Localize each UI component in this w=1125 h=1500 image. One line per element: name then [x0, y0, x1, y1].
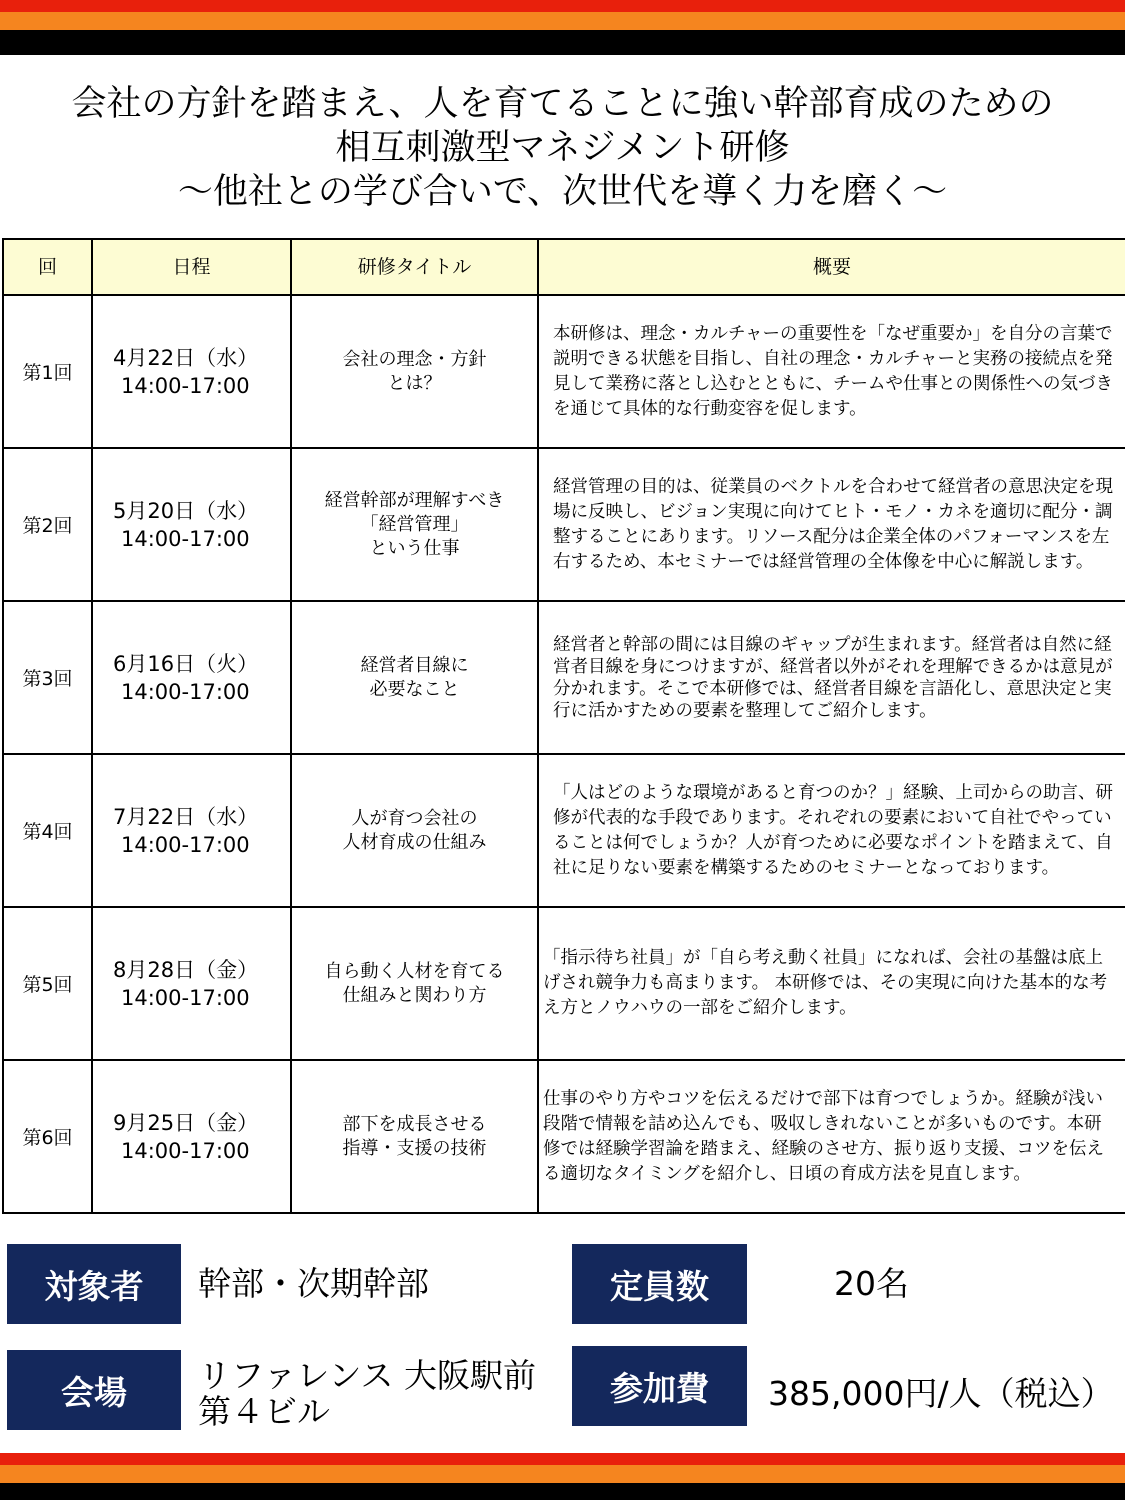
session-title	[291, 754, 538, 907]
bottom-stripe-orange	[0, 1465, 1125, 1483]
table-row	[3, 754, 1125, 907]
session-title-line: とは？	[387, 372, 442, 394]
title-line-2: 相互刺激型マネジメント研修	[335, 128, 790, 168]
bottom-stripe-black	[0, 1483, 1125, 1500]
fee-label: 参加費	[572, 1346, 747, 1426]
table-row	[3, 448, 1125, 601]
session-number: 第5回	[3, 907, 92, 1060]
session-number: 第4回	[3, 754, 92, 907]
session-title-line: 人が育つ会社の	[351, 807, 478, 829]
session-date: 4月22日（水）	[113, 345, 259, 370]
title-line-1: 会社の方針を踏まえ、人を育てることに強い幹部育成のための	[71, 84, 1054, 124]
session-summary: 本研修は、理念・カルチャーの重要性を「なぜ重要か」を自分の言葉で説明できる状態を目指し、自社の理念・カルチャーと実務の接続点を発見して業務に落とし込むとともに、チームや仕事との関係性への気づきを通じて具体的な行動変容を促します。	[538, 295, 1125, 448]
header-title: 研修タイトル	[291, 239, 538, 295]
session-time: 14:00-17:00	[121, 832, 250, 857]
session-date: 5月20日（水）	[113, 498, 259, 523]
session-title	[291, 601, 538, 754]
session-title-line: 人材育成の仕組み	[342, 831, 487, 853]
session-title-line: 経営幹部が理解すべき	[324, 489, 505, 511]
session-summary: 「人はどのような環境があると育つのか？」経験、上司からの助言、研修が代表的な手段であります。それぞれの要素において自社でやっていることは何でしょうか？人が育つために必要なポイントを踏まえて、自社に足りない要素を構築するためのセミナーとなっております。	[538, 754, 1125, 907]
schedule-table	[2, 238, 1125, 1214]
session-date: 9月25日（金）	[113, 1110, 259, 1135]
session-title	[291, 295, 538, 448]
page-title	[0, 82, 1125, 214]
table-row	[3, 1060, 1125, 1213]
session-time: 14:00-17:00	[121, 373, 250, 398]
session-time: 14:00-17:00	[121, 679, 250, 704]
table-header-row	[3, 239, 1125, 295]
table-row	[3, 907, 1125, 1060]
session-summary: 仕事のやり方やコツを伝えるだけで部下は育つでしょうか。経験が浅い段階で情報を詰め込んでも、吸収しきれないことが多いものです。本研修では経験学習論を踏まえ、経験のさせ方、振り返り支援、コツを伝える適切なタイミングを紹介し、日頃の育成方法を見直します。	[538, 1060, 1125, 1213]
session-title-line: 自ら動く人材を育てる	[324, 960, 505, 982]
session-schedule	[92, 295, 291, 448]
session-title-line: 経営者目線に	[360, 654, 469, 676]
session-title-line: という仕事	[369, 537, 460, 559]
session-title	[291, 907, 538, 1060]
session-title	[291, 448, 538, 601]
session-number: 第2回	[3, 448, 92, 601]
session-time: 14:00-17:00	[121, 1138, 250, 1163]
header-num: 回	[3, 239, 92, 295]
session-number: 第1回	[3, 295, 92, 448]
session-time: 14:00-17:00	[121, 526, 250, 551]
session-schedule	[92, 754, 291, 907]
session-date: 6月16日（火）	[113, 651, 259, 676]
session-date: 8月28日（金）	[113, 957, 259, 982]
session-schedule	[92, 448, 291, 601]
target-value: 幹部・次期幹部	[198, 1264, 429, 1303]
session-title-line: 「経営管理」	[360, 513, 469, 535]
session-title	[291, 1060, 538, 1213]
session-summary: 「指示待ち社員」が「自ら考え動く社員」になれば、会社の基盤は底上げされ競争力も高まります。 本研修では、その実現に向けた基本的な考え方とノウハウの一部をご紹介します。	[538, 907, 1125, 1060]
table-row	[3, 295, 1125, 448]
session-schedule	[92, 907, 291, 1060]
session-summary: 経営者と幹部の間には目線のギャップが生まれます。経営者は自然に経営者目線を身につけますが、経営者以外がそれを理解できるかは意見が分かれます。そこで本研修では、経営者目線を言語化し、意思決定と実行に活かすための要素を整理してご紹介します。	[538, 601, 1125, 754]
session-date: 7月22日（水）	[113, 804, 259, 829]
session-schedule	[92, 601, 291, 754]
fee-value: 385,000円/人（税込）	[768, 1374, 1114, 1413]
session-title-line: 部下を成長させる	[342, 1113, 487, 1135]
bottom-stripe-red	[0, 1453, 1125, 1465]
header-summary: 概要	[538, 239, 1125, 295]
venue-line: リファレンス 大阪駅前	[198, 1356, 537, 1395]
target-label: 対象者	[7, 1244, 181, 1324]
session-number: 第6回	[3, 1060, 92, 1213]
session-title-line: 指導・支援の技術	[342, 1137, 487, 1159]
session-title-line: 仕組みと関わり方	[342, 984, 487, 1006]
session-title-line: 会社の理念・方針	[342, 348, 487, 370]
session-number: 第3回	[3, 601, 92, 754]
table-row	[3, 601, 1125, 754]
venue-value	[198, 1358, 536, 1430]
top-stripe-red	[0, 0, 1125, 12]
session-title-line: 必要なこと	[369, 678, 460, 700]
title-line-3: 〜他社との学び合いで、次世代を導く力を磨く〜	[177, 172, 948, 212]
session-summary: 経営管理の目的は、従業員のベクトルを合わせて経営者の意思決定を現場に反映し、ビジョン実現に向けてヒト・モノ・カネを適切に配分・調整することにあります。リソース配分は企業全体のパフォーマンスを左右するため、本セミナーでは経営管理の全体像を中心に解説します。	[538, 448, 1125, 601]
top-stripe-orange	[0, 12, 1125, 30]
venue-line: 第４ビル	[198, 1392, 330, 1431]
header-date: 日程	[92, 239, 291, 295]
venue-label: 会場	[7, 1350, 181, 1430]
session-time: 14:00-17:00	[121, 985, 250, 1010]
capacity-label: 定員数	[572, 1244, 747, 1324]
session-schedule	[92, 1060, 291, 1213]
capacity-value: 20名	[834, 1264, 909, 1303]
top-stripe-black	[0, 30, 1125, 55]
